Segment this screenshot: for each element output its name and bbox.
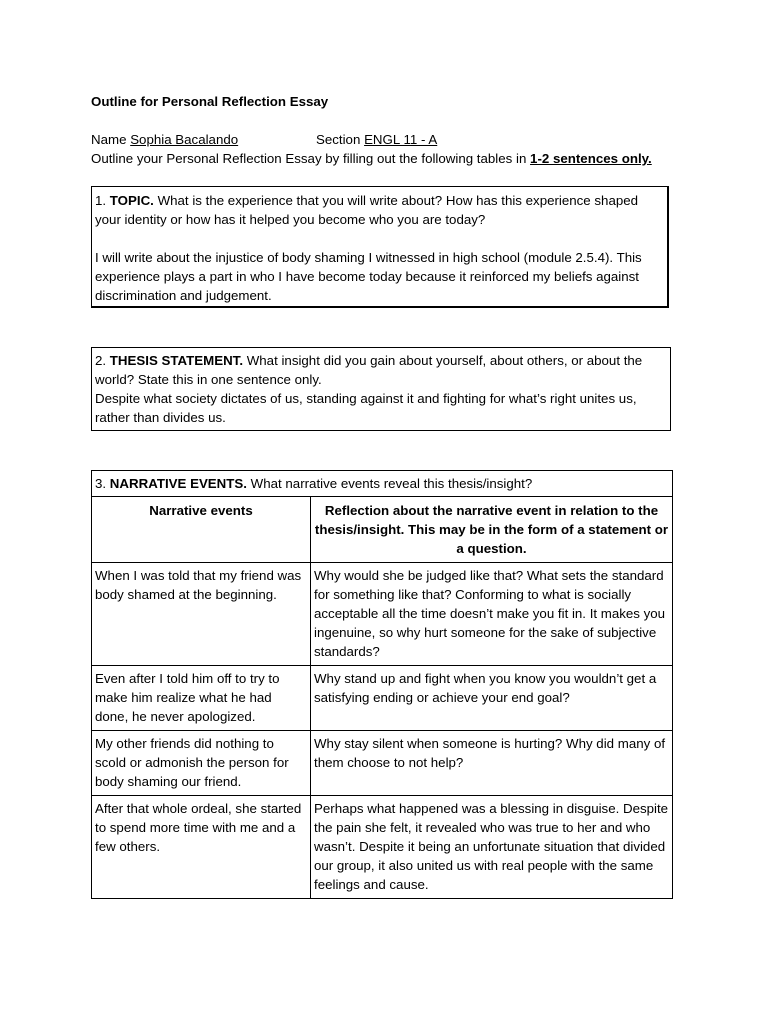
section-value: ENGL 11 - A xyxy=(364,132,438,147)
topic-question: What is the experience that you will write about? How has this experience shaped your identity or how has it helped you become who you are today? xyxy=(95,193,639,227)
section-label: Section xyxy=(316,132,361,147)
narrative-events-table xyxy=(91,470,673,899)
instructions-emphasis: 1-2 sentences only. xyxy=(530,151,652,166)
reflection-cell: Why would she be judged like that? What sets the standard for something like that? Conforming to what is socially acceptable all the time doesn’t make you fit in. It makes you ingenuine, so why hurt someone for the sake of subjective standards? xyxy=(311,563,673,666)
topic-box xyxy=(91,186,669,308)
table-row xyxy=(92,563,673,666)
instructions-text: Outline your Personal Reflection Essay by filling out the following tables in xyxy=(91,151,527,166)
instructions xyxy=(91,149,652,168)
reflection-cell: Perhaps what happened was a blessing in disguise. Despite the pain she felt, it revealed who was true to her and who wasn’t. Despite it being an unfortunate situation that divided our group, it also united us with real people with the same feelings and cause. xyxy=(311,796,673,899)
student-name: Sophia Bacalando xyxy=(130,132,239,147)
table-caption-row xyxy=(92,471,673,497)
event-cell: When I was told that my friend was body shamed at the beginning. xyxy=(92,563,311,666)
narrative-number: 3. xyxy=(95,476,107,491)
narrative-caption xyxy=(92,471,673,497)
document-title: Outline for Personal Reflection Essay xyxy=(91,94,329,109)
thesis-box xyxy=(91,347,671,431)
topic-heading: TOPIC. xyxy=(109,193,154,208)
section-info xyxy=(316,130,437,149)
student-info-line xyxy=(91,130,438,149)
topic-prompt xyxy=(95,191,664,229)
reflection-cell: Why stand up and fight when you know you wouldn’t get a satisfying ending or achieve your end goal? xyxy=(311,666,673,731)
thesis-question: What insight did you gain about yourself, about others, or about the world? State this in one sentence only. xyxy=(95,353,643,387)
thesis-number: 2. xyxy=(95,353,107,368)
event-cell: After that whole ordeal, she started to spend more time with me and a few others. xyxy=(92,796,311,899)
table-header-row xyxy=(92,497,673,563)
narrative-heading: NARRATIVE EVENTS. xyxy=(109,476,247,491)
topic-number: 1. xyxy=(95,193,107,208)
table-row xyxy=(92,731,673,796)
table-row xyxy=(92,666,673,731)
narrative-question: What narrative events reveal this thesis/insight? xyxy=(250,476,533,491)
thesis-answer: Despite what society dictates of us, standing against it and fighting for what’s right unites us, rather than divides us. xyxy=(95,391,637,425)
event-cell: Even after I told him off to try to make him realize what he had done, he never apologized. xyxy=(92,666,311,731)
col-header-reflection: Reflection about the narrative event in relation to the thesis/insight. This may be in the form of a statement or a question. xyxy=(311,497,673,563)
table-row xyxy=(92,796,673,899)
col-header-events: Narrative events xyxy=(92,497,311,563)
reflection-cell: Why stay silent when someone is hurting? Why did many of them choose to not help? xyxy=(311,731,673,796)
name-label: Name xyxy=(91,132,127,147)
thesis-heading: THESIS STATEMENT. xyxy=(109,353,244,368)
topic-answer: I will write about the injustice of body shaming I witnessed in high school (module 2.5.4). This experience plays a part in who I have become today because it reinforced my beliefs against discrimination and judgement. xyxy=(95,250,642,303)
thesis-prompt xyxy=(95,351,667,389)
event-cell: My other friends did nothing to scold or admonish the person for body shaming our friend. xyxy=(92,731,311,796)
